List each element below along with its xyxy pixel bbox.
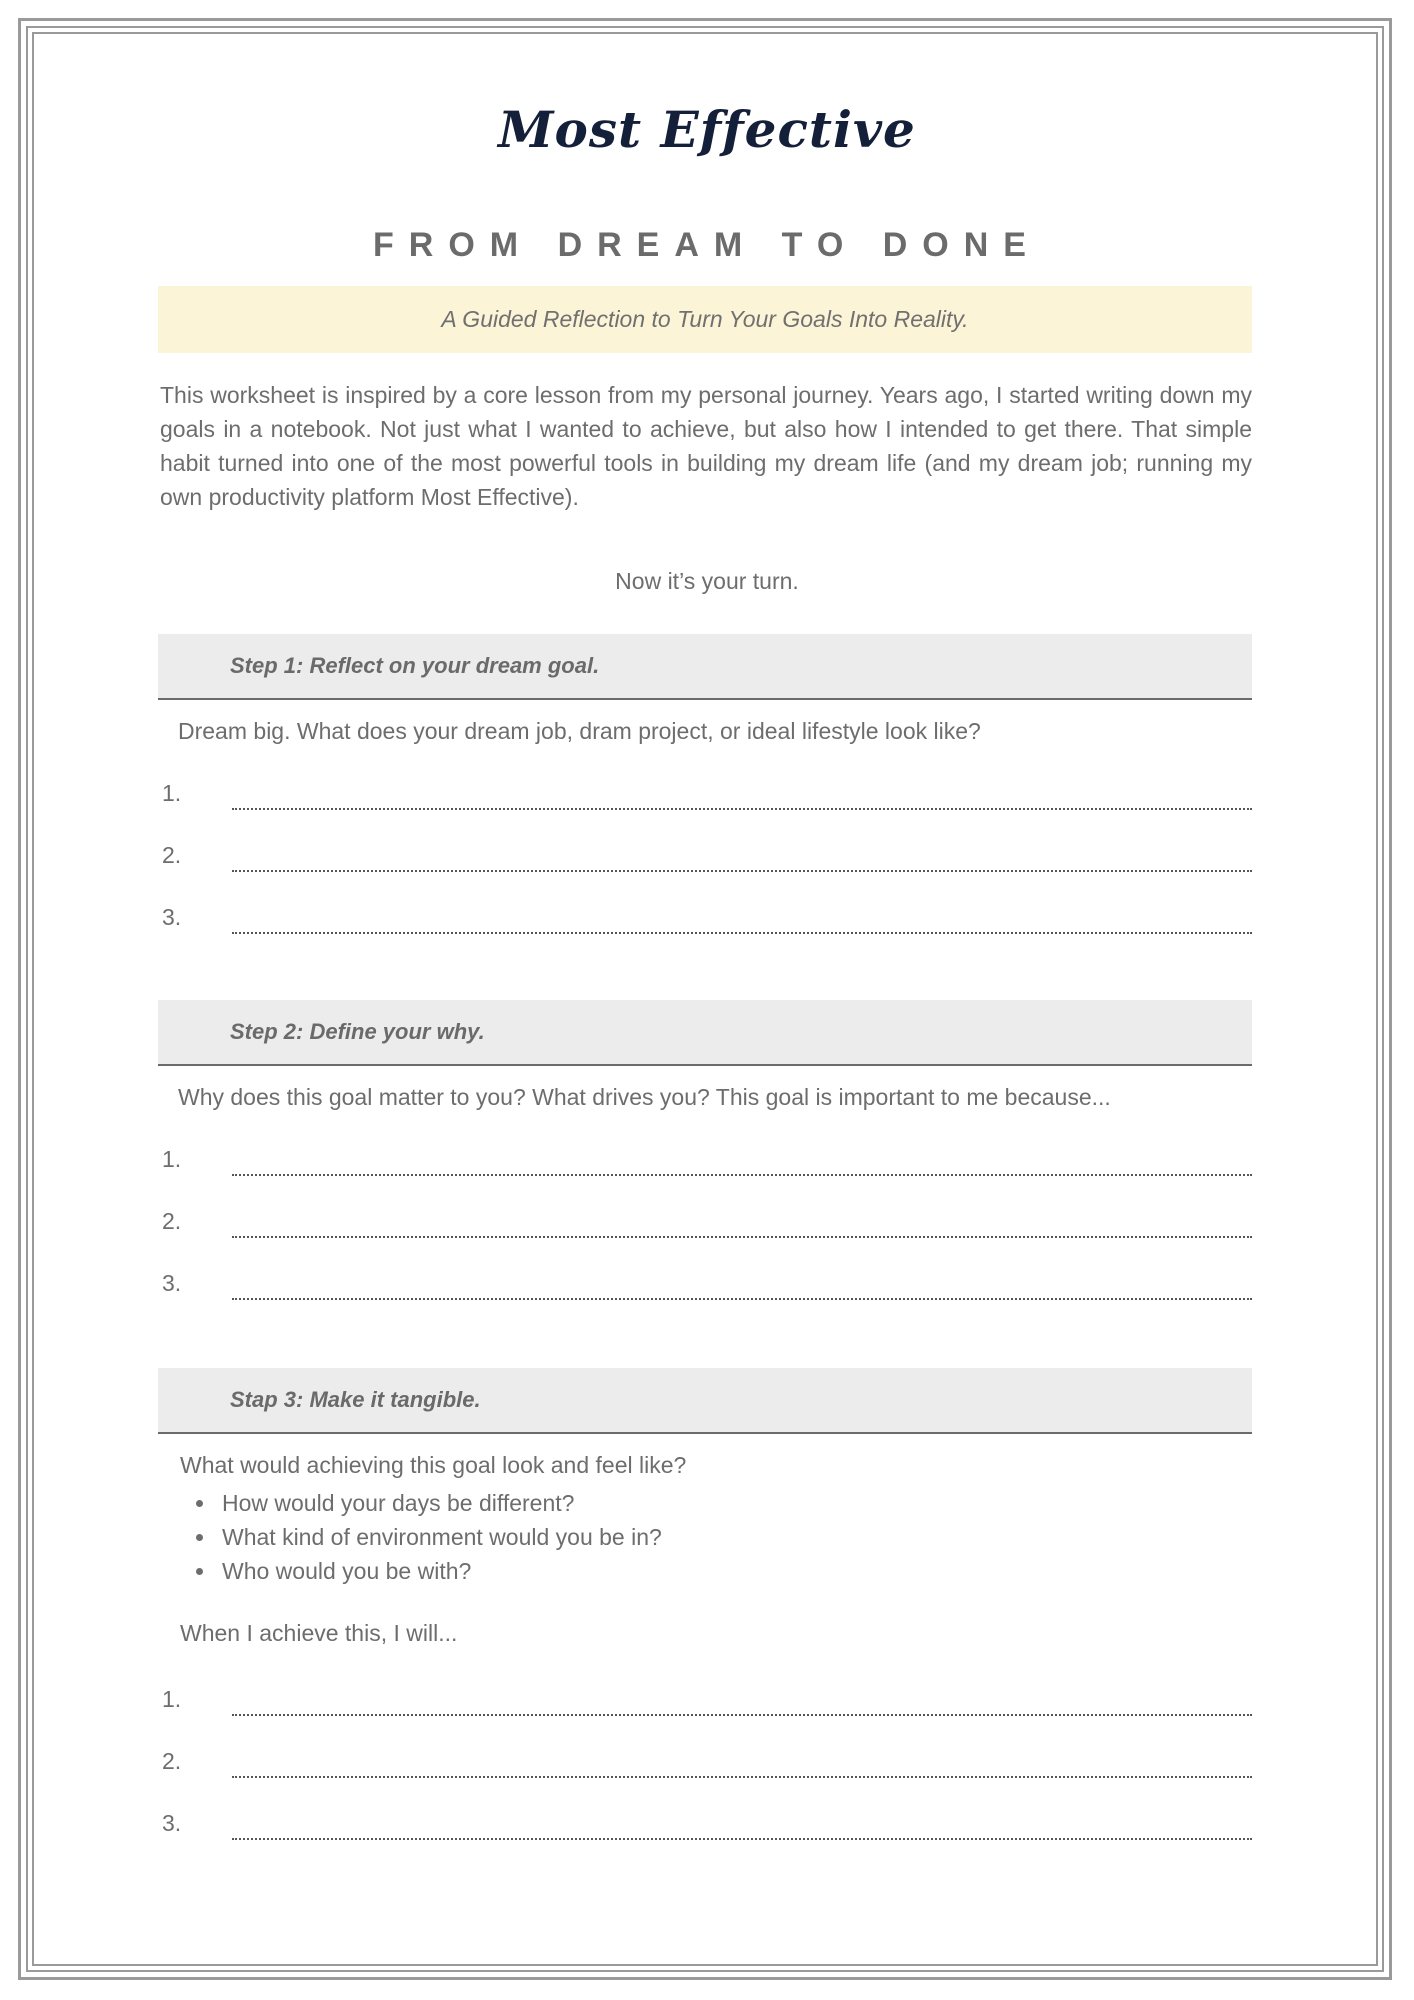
bullet-item: Who would you be with? [180, 1554, 662, 1588]
bullet-item: What kind of environment would you be in? [180, 1520, 662, 1554]
step-3-closing-prompt: When I achieve this, I will... [180, 1620, 458, 1646]
your-turn-text: Now it’s your turn. [615, 568, 799, 594]
step-1-answer-line-2[interactable] [162, 842, 1252, 872]
step-1-answer-line-1[interactable] [162, 780, 1252, 810]
write-in-line[interactable] [232, 932, 1252, 934]
brand-logo: Most Effective [498, 100, 916, 159]
write-in-line[interactable] [232, 870, 1252, 872]
step-3-bullet-list [180, 1486, 662, 1588]
line-number: 2. [162, 1748, 182, 1774]
write-in-line[interactable] [232, 808, 1252, 810]
step-1-label: Step 1: Reflect on your dream goal. [230, 653, 600, 678]
step-2-label: Step 2: Define your why. [230, 1019, 485, 1044]
step-3-header [158, 1368, 1252, 1434]
step-3-answer-line-1[interactable] [162, 1686, 1252, 1716]
write-in-line[interactable] [232, 1298, 1252, 1300]
step-2-prompt: Why does this goal matter to you? What drives you? This goal is important to me because... [178, 1084, 1111, 1110]
page-title: FROM DREAM TO DONE [373, 226, 1041, 264]
intro-paragraph: This worksheet is inspired by a core lesson from my personal journey. Years ago, I started writing down my goals in a notebook. Not just what I wanted to achieve, but also how I intended to get there. That simple habit turned into one of the most powerful tools in building my dream life (and my dream job; running my own productivity platform Most Effective). [160, 382, 1252, 510]
write-in-line[interactable] [232, 1174, 1252, 1176]
step-2-answer-line-3[interactable] [162, 1270, 1252, 1300]
step-3-prompt: What would achieving this goal look and feel like? [180, 1452, 687, 1478]
write-in-line[interactable] [232, 1714, 1252, 1716]
step-1-header [158, 634, 1252, 700]
write-in-line[interactable] [232, 1838, 1252, 1840]
step-2-answer-line-2[interactable] [162, 1208, 1252, 1238]
step-3-answer-line-2[interactable] [162, 1748, 1252, 1778]
step-2-header [158, 1000, 1252, 1066]
line-number: 1. [162, 1146, 182, 1172]
step-3-label: Stap 3: Make it tangible. [230, 1387, 481, 1412]
line-number: 2. [162, 1208, 182, 1234]
step-1-answer-line-3[interactable] [162, 904, 1252, 934]
step-1-prompt: Dream big. What does your dream job, dram project, or ideal lifestyle look like? [178, 718, 981, 744]
line-number: 1. [162, 780, 182, 806]
line-number: 3. [162, 1810, 182, 1836]
write-in-line[interactable] [232, 1776, 1252, 1778]
subtitle-banner [158, 286, 1252, 353]
line-number: 3. [162, 1270, 182, 1296]
line-number: 3. [162, 904, 182, 930]
subtitle-text: A Guided Reflection to Turn Your Goals Into Reality. [441, 306, 969, 332]
line-number: 2. [162, 842, 182, 868]
line-number: 1. [162, 1686, 182, 1712]
write-in-line[interactable] [232, 1236, 1252, 1238]
step-2-answer-line-1[interactable] [162, 1146, 1252, 1176]
step-3-answer-line-3[interactable] [162, 1810, 1252, 1840]
bullet-item: How would your days be different? [180, 1486, 662, 1520]
